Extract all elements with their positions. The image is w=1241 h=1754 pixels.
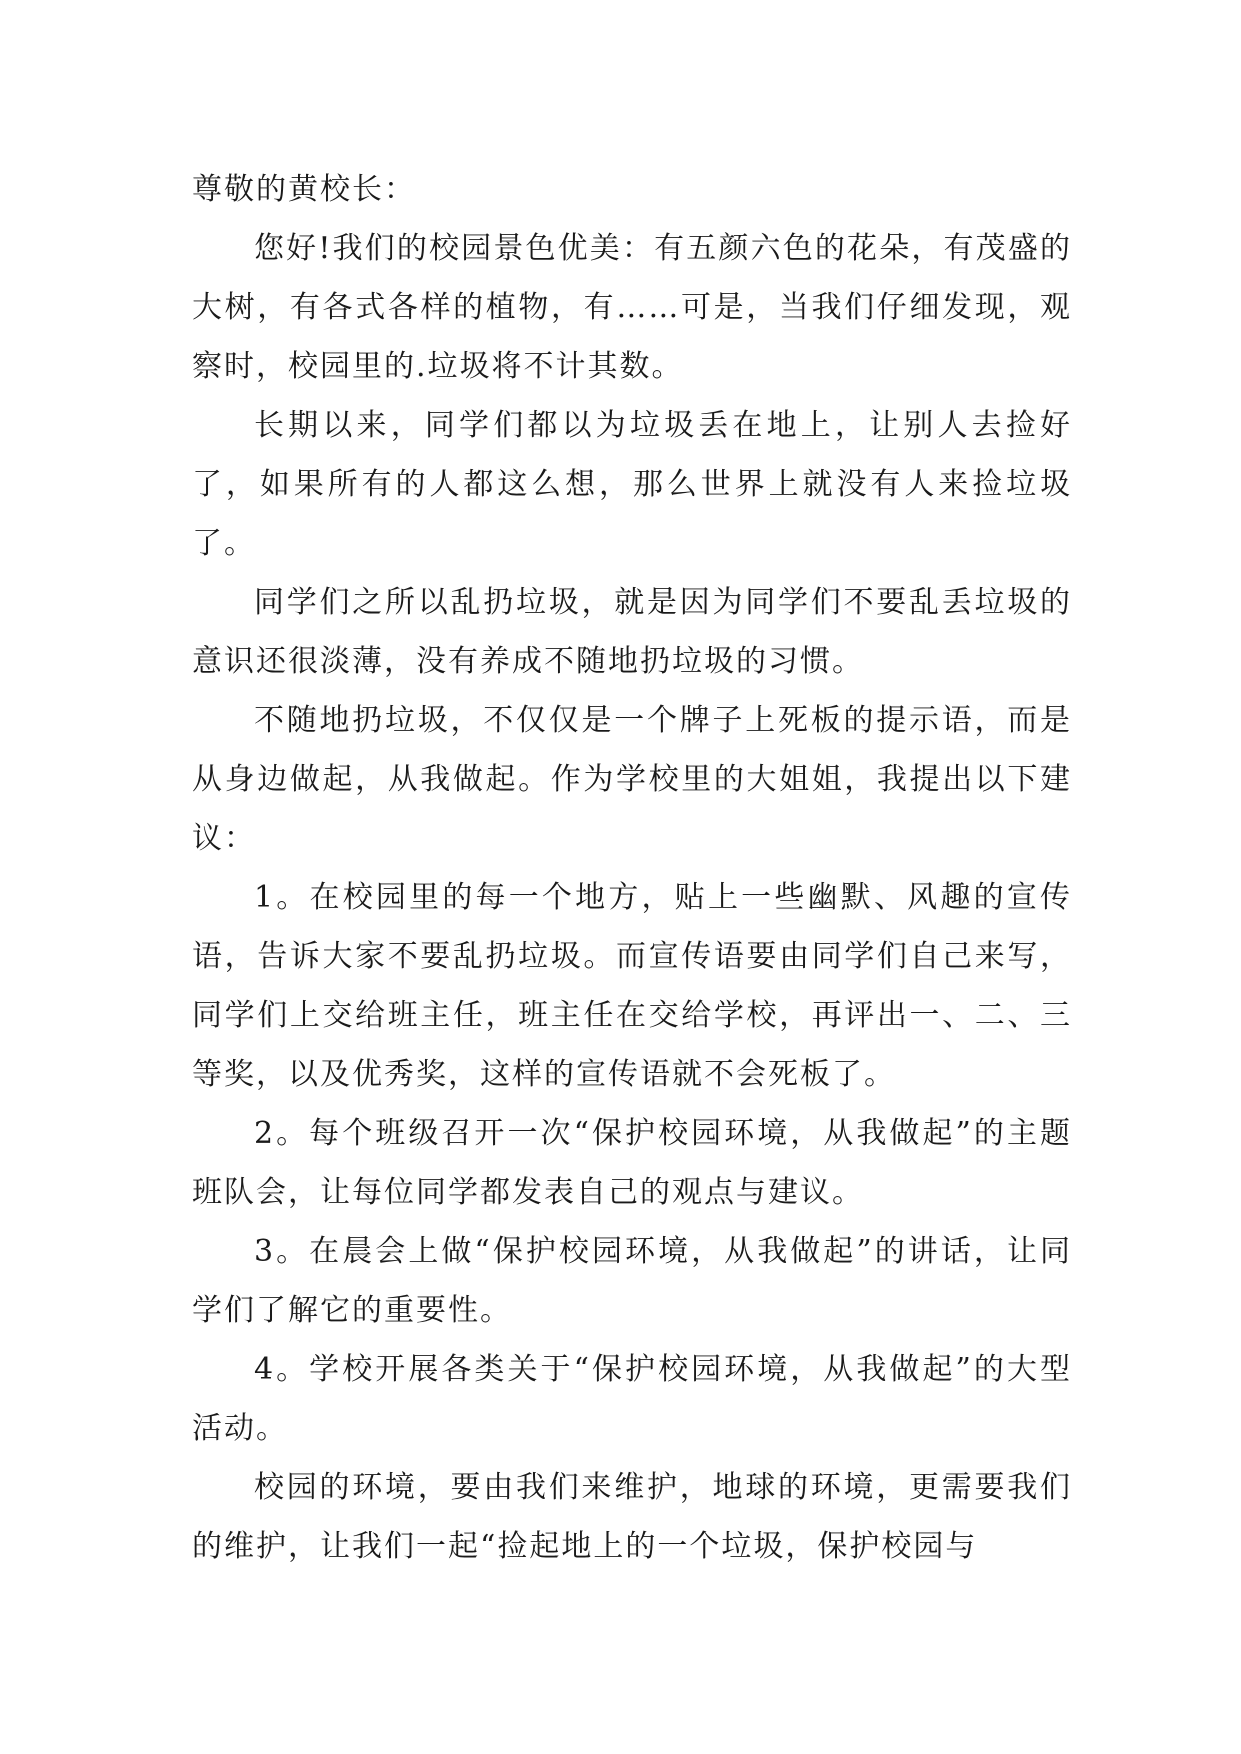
suggestion-4: 4。学校开展各类关于“保护校园环境，从我做起”的大型活动。 [192,1352,1072,1446]
suggestion-1: 1。在校园里的每一个地方，贴上一些幽默、风趣的宣传语，告诉大家不要乱扔垃圾。而宣传语要由同学们自己来写，同学们上交给班主任，班主任在交给学校，再评出一、二、三等奖，以及优秀奖，这样的宣传语就不会死板了。 [192,880,1072,1092]
paragraph-greeting: 您好!我们的校园景色优美：有五颜六色的花朵，有茂盛的大树，有各式各样的植物，有……可是，当我们仔细发现，观察时，校园里的.垃圾将不计其数。 [192,231,1072,384]
paragraph-long-term: 长期以来，同学们都以为垃圾丢在地上，让别人去捡好了，如果所有的人都这么想，那么世界上就没有人来捡垃圾了。 [192,408,1072,561]
letter-body [192,160,1072,1576]
paragraph-proposal-intro: 不随地扔垃圾，不仅仅是一个牌子上死板的提示语，而是从身边做起，从我做起。作为学校里的大姐姐，我提出以下建议： [192,703,1072,856]
suggestion-3: 3。在晨会上做“保护校园环境，从我做起”的讲话，让同学们了解它的重要性。 [192,1234,1072,1328]
suggestion-2: 2。每个班级召开一次“保护校园环境，从我做起”的主题班队会，让每位同学都发表自己的观点与建议。 [192,1116,1072,1210]
letter-salutation: 尊敬的黄校长： [192,172,416,207]
paragraph-closing: 校园的环境，要由我们来维护，地球的环境，更需要我们的维护，让我们一起“捡起地上的一个垃圾，保护校园与 [192,1470,1072,1564]
paragraph-reason: 同学们之所以乱扔垃圾，就是因为同学们不要乱丢垃圾的意识还很淡薄，没有养成不随地扔垃圾的习惯。 [192,585,1072,679]
